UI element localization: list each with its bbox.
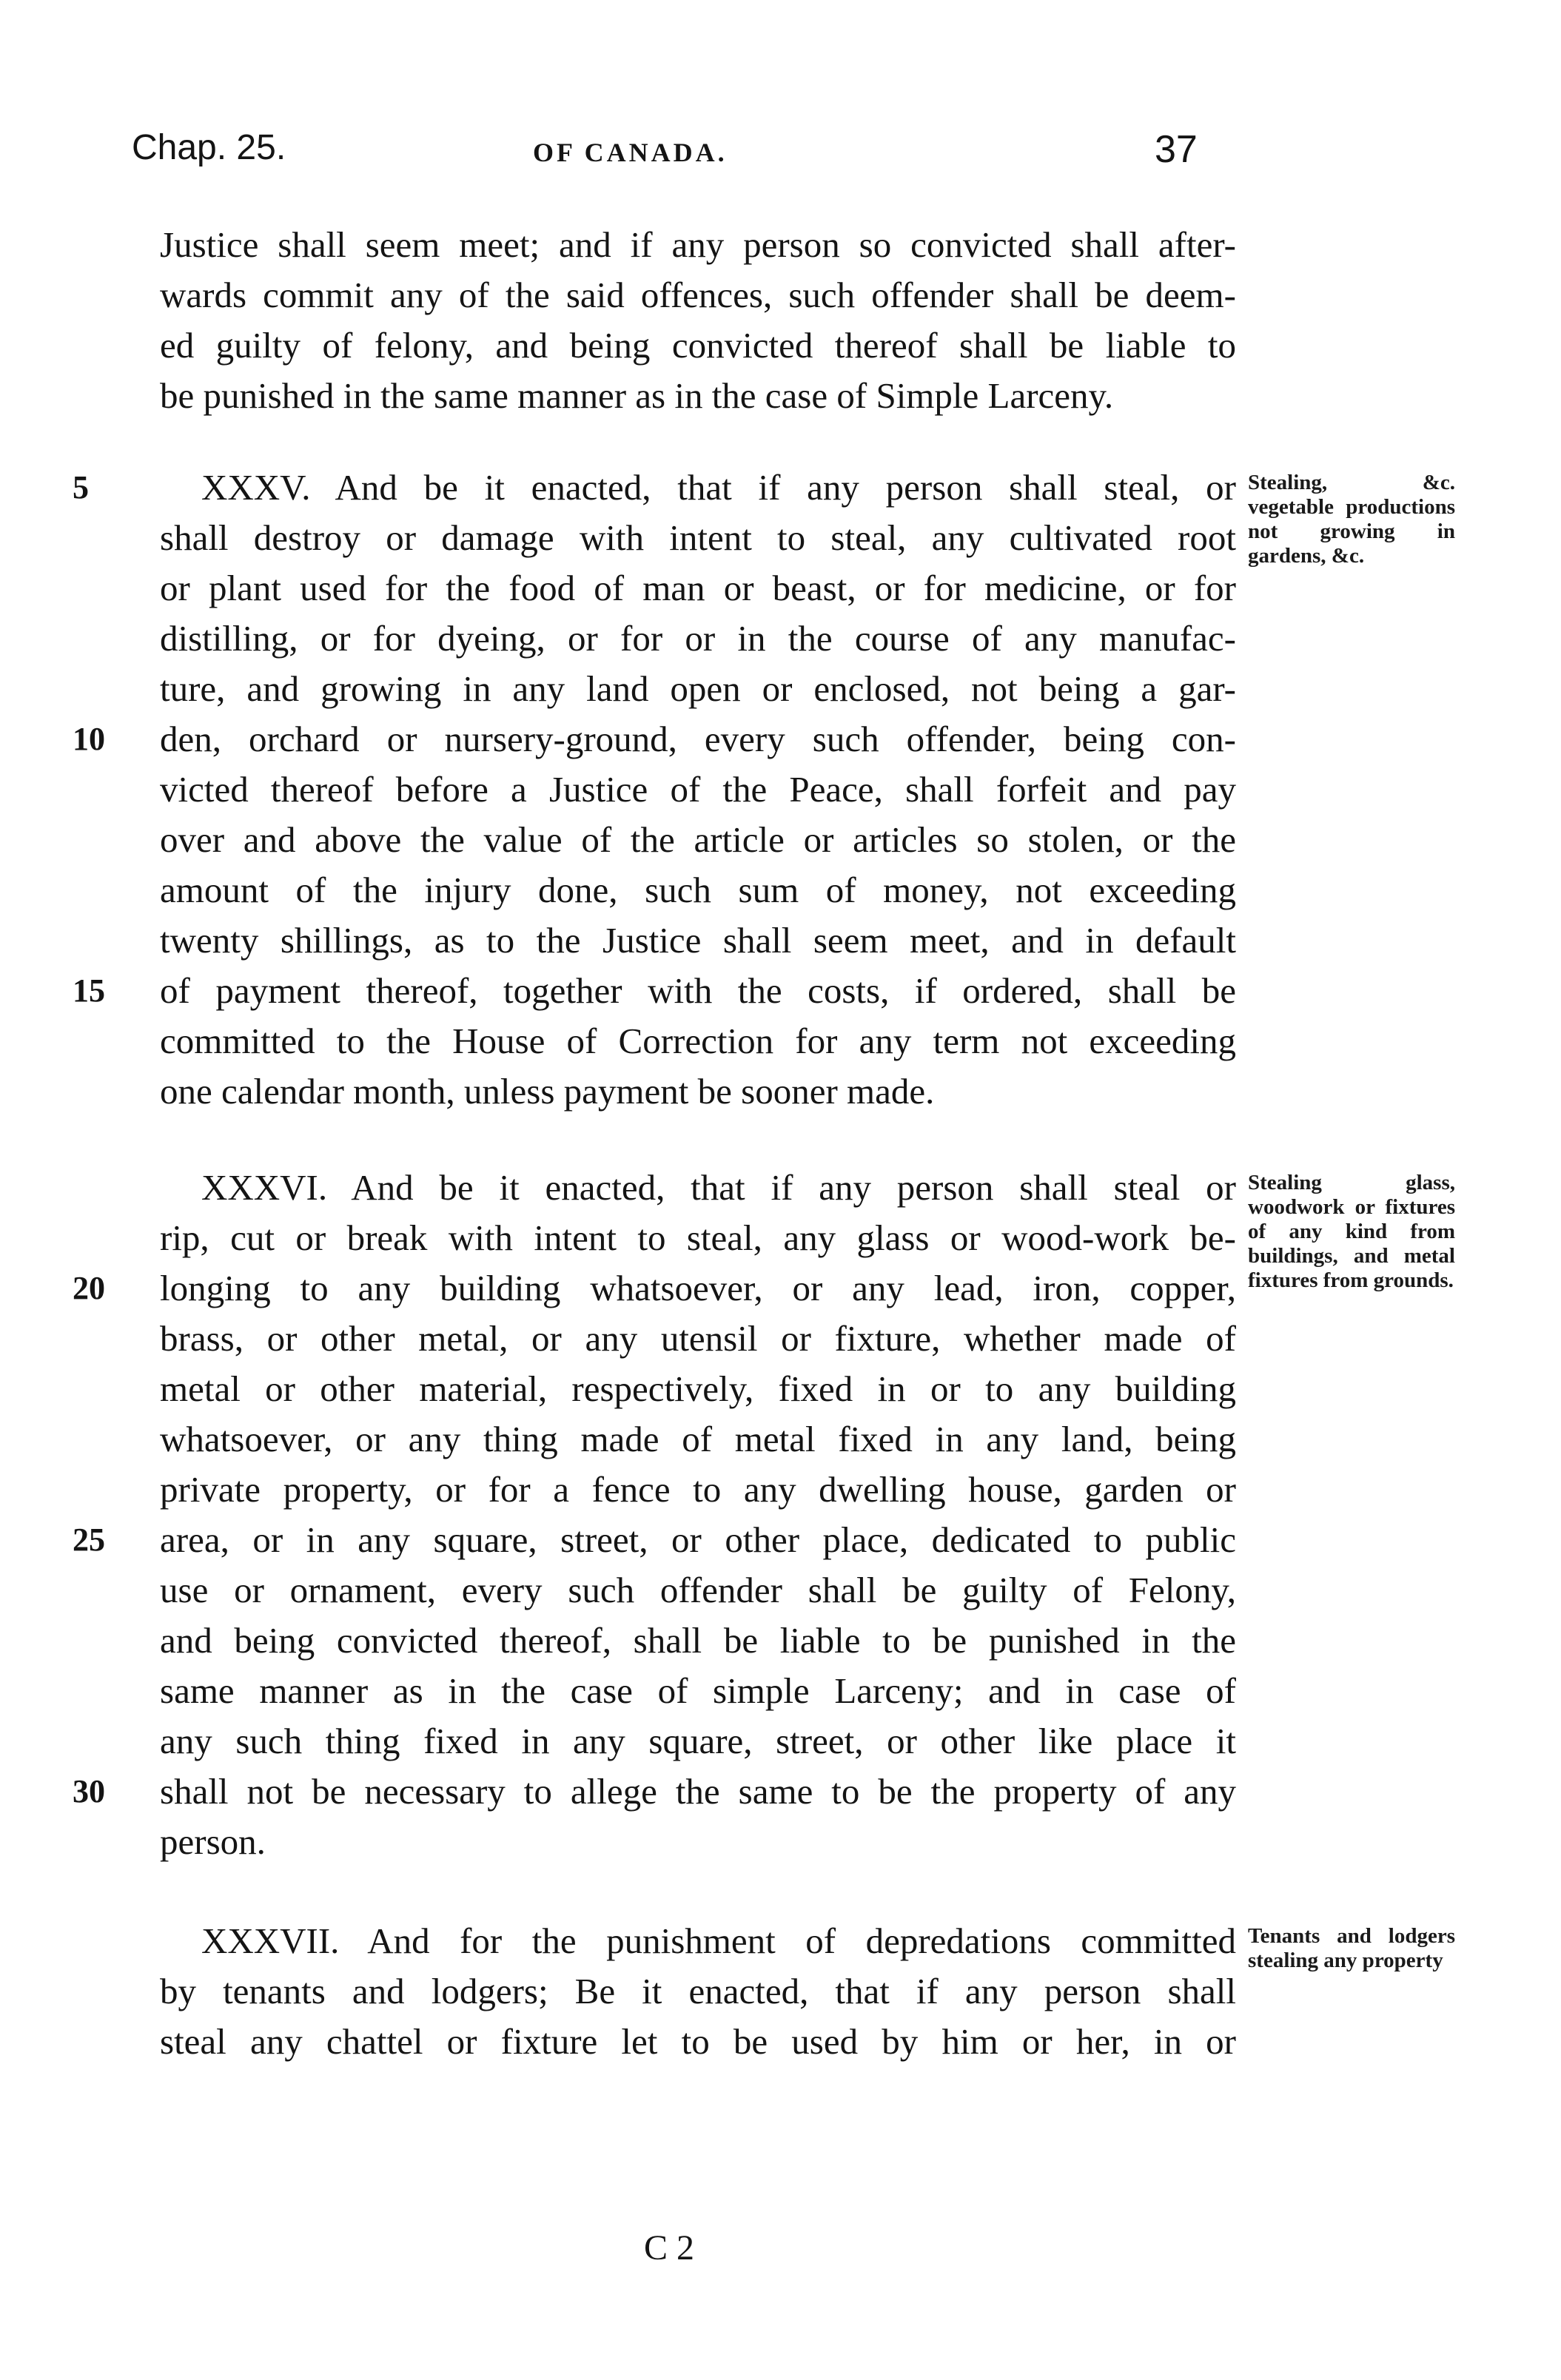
text-line: Justice shall seem meet; and if any person so convicted shall after-: [160, 224, 1236, 265]
text-line: distilling, or for dyeing, or for or in the course of any manufac-: [160, 618, 1236, 659]
section-xxxvii-start: XXXVII. And for the punishment of depredations committed: [201, 1920, 1236, 1961]
text-line: by tenants and lodgers; Be it enacted, that if any person shall: [160, 1971, 1236, 2011]
text-line: longing to any building whatsoever, or any lead, iron, copper,: [160, 1268, 1236, 1308]
text-line: steal any chattel or fixture let to be used by him or her, in or: [160, 2021, 1236, 2062]
text-line: use or ornament, every such offender shall be guilty of Felony,: [160, 1570, 1236, 1610]
line-number: 15: [73, 972, 105, 1009]
line-number: 10: [73, 721, 105, 757]
text-line: same manner as in the case of simple Larceny; and in case of: [160, 1670, 1236, 1711]
page-number: 37: [1155, 128, 1198, 171]
section-xxxv-start: XXXV. And be it enacted, that if any person shall steal, or: [201, 467, 1236, 508]
text-line: person.: [160, 1821, 266, 1862]
text-line: be punished in the same manner as in the case of Simple Larceny.: [160, 375, 1114, 416]
text-line: of payment thereof, together with the costs, if ordered, shall be: [160, 970, 1236, 1011]
text-line: rip, cut or break with intent to steal, any glass or wood-work be-: [160, 1217, 1236, 1258]
text-line: shall destroy or damage with intent to steal, any cultivated root: [160, 517, 1236, 558]
text-line: victed thereof before a Justice of the Peace, shall forfeit and pay: [160, 769, 1236, 810]
text-line: any such thing fixed in any square, street, or other like place it: [160, 1721, 1236, 1761]
chapter-heading: Chap. 25.: [132, 128, 286, 167]
text-line: wards commit any of the said offences, such offender shall be deem-: [160, 275, 1236, 315]
margin-note: Stealing glass, woodwork or fixtures of any kind from buildings, and metal fixtures from grounds.: [1248, 1171, 1455, 1292]
text-line: twenty shillings, as to the Justice shall seem meet, and in default: [160, 920, 1236, 961]
margin-note: Tenants and lodgers stealing any property: [1248, 1924, 1455, 1972]
text-line: committed to the House of Correction for any term not exceeding: [160, 1021, 1236, 1061]
text-line: metal or other material, respectively, fixed in or to any building: [160, 1368, 1236, 1409]
text-line: and being convicted thereof, shall be liable to be punished in the: [160, 1620, 1236, 1661]
section-xxxvi-start: XXXVI. And be it enacted, that if any person shall steal or: [201, 1167, 1236, 1208]
text-line: area, or in any square, street, or other place, dedicated to public: [160, 1519, 1236, 1560]
text-line: brass, or other metal, or any utensil or fixture, whether made of: [160, 1318, 1236, 1359]
line-number: 20: [73, 1270, 105, 1306]
text-line: ture, and growing in any land open or enclosed, not being a gar-: [160, 668, 1236, 709]
running-title: OF CANADA.: [533, 138, 728, 167]
signature-mark: C 2: [644, 2228, 695, 2268]
text-line: whatsoever, or any thing made of metal fixed in any land, being: [160, 1419, 1236, 1459]
text-line: shall not be necessary to allege the same to be the property of any: [160, 1771, 1236, 1812]
text-line: or plant used for the food of man or beast, or for medicine, or for: [160, 568, 1236, 608]
line-number: 5: [73, 469, 89, 505]
line-number: 30: [73, 1773, 105, 1809]
line-number: 25: [73, 1522, 105, 1558]
text-line: over and above the value of the article or articles so stolen, or the: [160, 819, 1236, 860]
margin-note: Stealing, &c. vegetable productions not growing in gardens, &c.: [1248, 471, 1455, 568]
text-line: private property, or for a fence to any dwelling house, garden or: [160, 1469, 1236, 1510]
text-line: one calendar month, unless payment be sooner made.: [160, 1071, 935, 1112]
text-line: den, orchard or nursery-ground, every such offender, being con-: [160, 719, 1236, 759]
text-line: amount of the injury done, such sum of money, not exceeding: [160, 870, 1236, 910]
text-line: ed guilty of felony, and being convicted thereof shall be liable to: [160, 325, 1236, 366]
